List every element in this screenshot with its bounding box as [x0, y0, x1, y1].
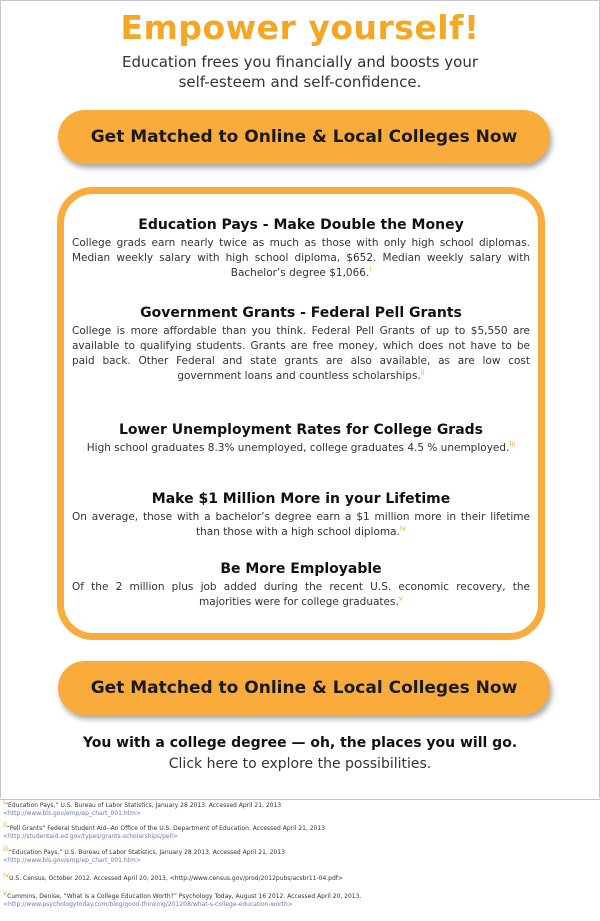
- reference-item: [3, 821, 593, 841]
- footnote-marker[interactable]: v: [398, 594, 403, 603]
- reference-number: ii: [3, 821, 7, 829]
- reference-url[interactable]: <http://studentaid.ed.gov/types/grants-scholarships/pell>: [3, 833, 178, 840]
- footnote-marker[interactable]: iv: [399, 524, 406, 533]
- benefit-title: Make $1 Million More in your Lifetime: [151, 491, 451, 507]
- benefit-title: Government Grants - Federal Pell Grants: [140, 305, 462, 321]
- benefit-text: College is more affordable than you think. Federal Pell Grants of up to $5,550 are available to qualifying students. Grants are free money, which does not have to be paid back. Other Federal and state grants are also available, as are low cost government loans and countless scholarships.$^{ii}$: [72, 325, 530, 382]
- footnote-marker[interactable]: i: [369, 265, 372, 274]
- subheadline-line: self-esteem and self-confidence.: [178, 73, 422, 91]
- benefit-pell-grants: [72, 304, 530, 384]
- reference-text: “Pell Grants” Federal Student Aid--An Office of the U.S. Department of Education. Accessed April 21, 2013: [6, 825, 326, 832]
- reference-item: [3, 798, 593, 818]
- benefit-lower-unemployment: [72, 421, 530, 456]
- reference-text: Cummins, Denise, “What is a College Education Worth?” Psychology Today, August 16 2012. Accessed April 20, 2013.: [7, 893, 362, 900]
- reference-item: [3, 845, 593, 865]
- benefit-title: Lower Unemployment Rates for College Grads: [118, 422, 484, 438]
- benefit-education-pays: [72, 216, 530, 281]
- subheadline-line: Education frees you financially and boosts your: [121, 53, 479, 71]
- tagline: You with a college degree — oh, the places you will go.: [82, 735, 518, 751]
- references-section: [0, 799, 600, 921]
- reference-url[interactable]: <http://www.psychologytoday.com/blog/good-thinking/201208/what-s-college-education-worth>: [3, 901, 293, 908]
- reference-number: iv: [3, 871, 10, 879]
- reference-item: [3, 889, 593, 909]
- get-matched-button-bottom[interactable]: Get Matched to Online & Local Colleges Now: [58, 661, 550, 715]
- reference-item: [3, 871, 593, 883]
- reference-text: “Education Pays,” U.S. Bureau of Labor Statistics, January 28 2013. Accessed April 21, 2013: [4, 802, 282, 809]
- benefit-title: Education Pays - Make Double the Money: [138, 217, 464, 233]
- footnote-marker[interactable]: iii: [509, 440, 516, 449]
- benefit-million-more: [72, 490, 530, 540]
- benefit-more-employable: [72, 560, 530, 610]
- reference-url[interactable]: <http://www.bls.gov/emp/ep_chart_001.htm>: [3, 810, 141, 817]
- get-matched-button-top[interactable]: Get Matched to Online & Local Colleges Now: [58, 110, 550, 164]
- explore-link[interactable]: Click here to explore the possibilities.: [168, 756, 432, 772]
- page-headline: Empower yourself!: [120, 8, 480, 47]
- reference-number: i: [3, 798, 5, 806]
- benefits-panel: [57, 187, 545, 640]
- reference-text: U.S. Census, October 2012. Accessed April 20, 2013, <http://www.census.gov/prod/2012pubs/acsbr11-04.pdf>: [9, 875, 343, 882]
- reference-text: “Education Pays,” U.S. Bureau of Labor Statistics, January 28 2013. Accessed April 21, 2013: [8, 849, 285, 856]
- reference-url[interactable]: <http://www.bls.gov/emp/ep_chart_001.htm>: [3, 857, 141, 864]
- benefit-title: Be More Employable: [220, 561, 382, 577]
- benefit-text: Of the 2 million plus job added during the recent U.S. economic recovery, the majorities were for college graduates.$^v$: [72, 581, 530, 608]
- benefit-text: High school graduates 8.3% unemployed, college graduates 4.5 % unemployed.$^{iii}$: [86, 440, 516, 454]
- page-subheadline: [0, 52, 600, 92]
- benefit-text: On average, those with a bachelor’s degree earn a $1 million more in their lifetime than those with a high school diploma.$^{iv}$: [72, 511, 530, 538]
- reference-number: iii: [3, 845, 9, 853]
- benefit-text: College grads earn nearly twice as much as those with only high school diplomas. Median weekly salary with high school diploma, $652. Median weekly salary with Bachelor’s degree $1,066.$^i$: [72, 237, 530, 279]
- footnote-marker[interactable]: ii: [420, 368, 425, 377]
- reference-number: v: [3, 889, 8, 897]
